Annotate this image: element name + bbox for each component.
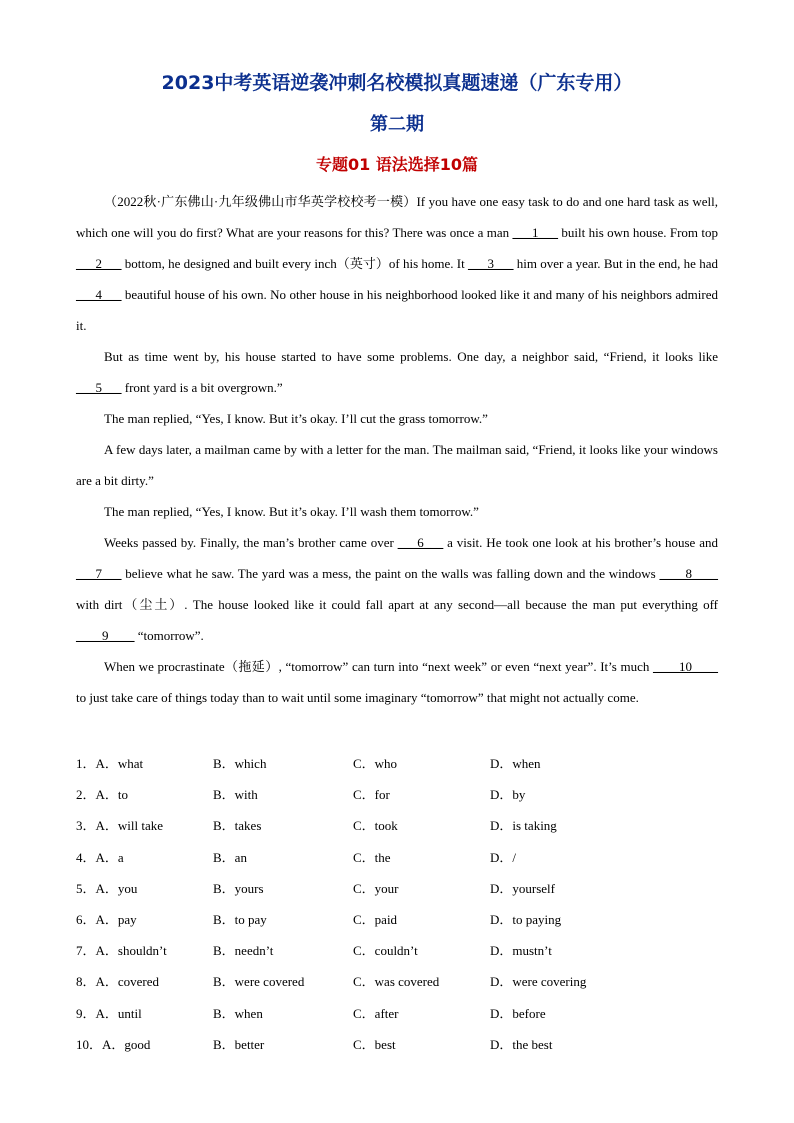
option-b: B．were covered: [213, 974, 305, 990]
blank-1: ___1___: [512, 225, 559, 240]
option-row: [76, 842, 718, 873]
option-d: D．by: [490, 787, 526, 803]
option-b: B．when: [213, 1005, 263, 1021]
option-a: 3．A．will take: [76, 818, 164, 834]
blank-4: ___4___: [76, 287, 122, 302]
blank-3: ___3___: [468, 256, 514, 271]
issue-number: 第二期: [370, 114, 424, 135]
option-a: 7．A．shouldn’t: [76, 943, 167, 959]
option-c: C．paid: [353, 911, 398, 927]
option-c: C．best: [353, 1036, 396, 1052]
option-a: 9．A．until: [76, 1005, 142, 1021]
option-row: [76, 904, 718, 935]
blank-2: ___2___: [76, 256, 122, 271]
option-b: B．an: [213, 849, 247, 865]
option-b: B．which: [213, 756, 267, 771]
option-row: [76, 935, 718, 966]
paragraph-5: The man replied, “Yes, I know. But it’s okay. I’ll wash them tomorrow.”: [104, 504, 479, 519]
option-b: B．to pay: [213, 911, 267, 927]
option-a: 8．A．covered: [76, 974, 160, 990]
cloze-passage: [76, 186, 718, 713]
option-a: 1．A．what: [76, 756, 144, 771]
option-row: [76, 748, 718, 779]
option-d: D．before: [490, 1005, 546, 1021]
option-b: B．better: [213, 1036, 265, 1052]
option-row: [76, 966, 718, 997]
option-d: D．when: [490, 756, 541, 771]
paragraph-1: （2022秋·广东佛山·九年级佛山市华英学校校考一模）If you have one easy task to do and one hard task as well, which one will you do first? What are your reasons for this? There was once a man ___1___ built his own house. From top ___2___ bottom, he designed and built every inch（英寸）of his home. It ___3___ him over a year. But in the end, he had ___4___ beautiful house of his own. No other house in his neighborhood looked like it and many of his neighbors admired it.: [76, 194, 718, 333]
option-c: C．couldn’t: [353, 943, 418, 959]
option-row: [76, 998, 718, 1029]
option-d: D．is taking: [490, 818, 557, 834]
option-b: B．takes: [213, 818, 262, 834]
option-c: C．your: [353, 880, 399, 896]
blank-7: ___7___: [76, 566, 122, 581]
option-d: D．to paying: [490, 911, 562, 927]
paragraph-2: But as time went by, his house started to have some problems. One day, a neighbor said, “Friend, it looks like ___5___ front yard is a bit overgrown.”: [76, 349, 718, 395]
paragraph-4: A few days later, a mailman came by with a letter for the man. The mailman said, “Friend, it looks like your windows are a bit dirty.”: [76, 442, 718, 488]
option-c: C．took: [353, 818, 398, 834]
option-b: B．yours: [213, 880, 264, 896]
option-row: [76, 810, 718, 841]
option-row: [76, 1029, 718, 1060]
topic-heading: 专题01 语法选择10篇: [315, 155, 479, 174]
option-d: D．mustn’t: [490, 943, 552, 959]
option-a: 5．A．you: [76, 880, 138, 896]
option-c: C．who: [353, 756, 398, 771]
blank-10: ____10____: [653, 659, 718, 674]
option-c: C．the: [353, 849, 391, 865]
option-row: [76, 779, 718, 810]
option-c: C．after: [353, 1005, 399, 1021]
option-d: D．were covering: [490, 974, 587, 990]
option-a: 4．A．a: [76, 849, 124, 865]
option-d: D．the best: [490, 1036, 553, 1052]
option-c: C．was covered: [353, 974, 440, 990]
document-title: 2023中考英语逆袭冲刺名校模拟真题速递（广东专用）: [161, 72, 633, 94]
answer-options: [76, 748, 718, 1060]
option-a: 10．A．good: [76, 1036, 151, 1052]
option-a: 6．A．pay: [76, 911, 137, 927]
option-row: [76, 873, 718, 904]
paragraph-3: The man replied, “Yes, I know. But it’s okay. I’ll cut the grass tomorrow.”: [104, 411, 488, 426]
blank-5: ___5___: [76, 380, 122, 395]
option-d: D．yourself: [490, 880, 555, 896]
blank-9: ____9____: [76, 628, 135, 643]
paragraph-7: When we procrastinate（拖延）, “tomorrow” can turn into “next week” or even “next year”. It’s much ____10____ to just take care of things today than to wait until some imaginary “tomorrow” that might not actually come.: [76, 659, 718, 705]
option-b: B．with: [213, 787, 258, 803]
blank-8: ____8____: [659, 566, 718, 581]
paragraph-6: Weeks passed by. Finally, the man’s brother came over ___6___ a visit. He took one look at his brother’s house and ___7___ believe what he saw. The yard was a mess, the paint on the walls was falling down and the windows ____8____ with dirt（尘土）. The house looked like it could fall apart at any second—all because the man put everything off ____9____ “tomorrow”.: [76, 535, 718, 643]
option-d: D．/: [490, 849, 517, 865]
option-c: C．for: [353, 787, 390, 803]
option-a: 2．A．to: [76, 787, 129, 803]
blank-6: ___6___: [397, 535, 444, 550]
option-b: B．needn’t: [213, 943, 274, 959]
